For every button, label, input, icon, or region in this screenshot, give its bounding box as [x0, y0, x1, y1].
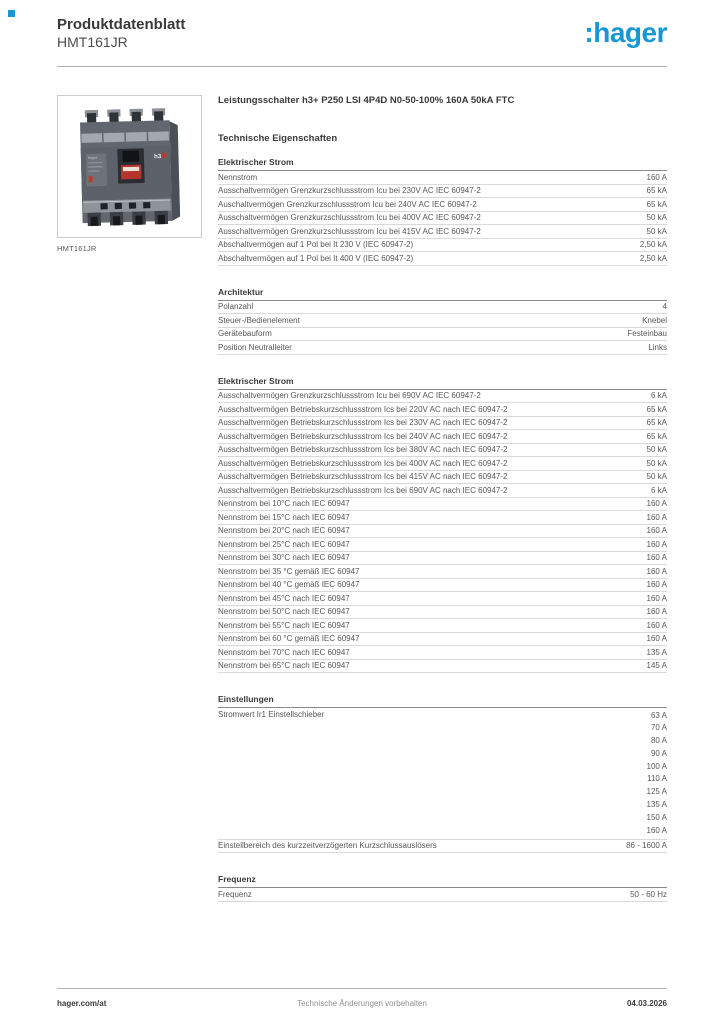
- spec-value: 145 A: [646, 661, 667, 670]
- spec-value: 160 A: [646, 607, 667, 616]
- footer-website-link[interactable]: hager.com/at: [57, 999, 107, 1008]
- spec-row: [218, 471, 667, 485]
- spec-value: 160 A: [646, 553, 667, 562]
- spec-row: [218, 840, 667, 854]
- spec-label: Ausschaltvermögen Betriebskurzschlussstrom Ics bei 400V AC nach IEC 60947-2: [218, 458, 508, 468]
- spec-value: 65 kA: [646, 186, 667, 195]
- spec-row: [218, 484, 667, 498]
- spec-label: Abschaltvermögen auf 1 Pol bei It 400 V (IEC 60947-2): [218, 253, 414, 263]
- svg-text:hager: hager: [87, 155, 97, 160]
- spec-section: [218, 694, 667, 853]
- product-image-frame: [57, 95, 202, 238]
- spec-label: Position Neutralleiter: [218, 342, 292, 352]
- spec-row: [218, 646, 667, 660]
- spec-value: 160 A: [646, 634, 667, 643]
- spec-value: 65 kA: [646, 199, 667, 209]
- spec-value: 160 A: [646, 526, 667, 535]
- spec-value: 160 A: [646, 172, 667, 182]
- section-heading: Elektrischer Strom: [218, 376, 667, 390]
- product-reference: HMT161JR: [57, 34, 128, 50]
- header-divider: [57, 66, 667, 67]
- spec-row: [218, 888, 667, 902]
- spec-value: 50 kA: [646, 213, 667, 222]
- spec-value: 65 kA: [646, 418, 667, 427]
- spec-row: [218, 430, 667, 444]
- spec-label: Polanzahl: [218, 302, 254, 311]
- spec-value: 160 A: [646, 566, 667, 576]
- spec-label: Ausschaltvermögen Grenzkurzschlussstrom Icu bei 230V AC IEC 60947-2: [218, 186, 481, 195]
- spec-value: 86 - 1600 A: [626, 841, 667, 851]
- spec-label: Nennstrom bei 65°C nach IEC 60947: [218, 661, 350, 670]
- spec-label: Nennstrom bei 45°C nach IEC 60947: [218, 593, 350, 603]
- spec-label: Nennstrom bei 15°C nach IEC 60947: [218, 512, 350, 522]
- spec-label: Auschaltvermögen Grenzkurzschlussstrom Icu bei 240V AC IEC 60947-2: [218, 199, 477, 209]
- spec-value: 65 kA: [646, 404, 667, 414]
- spec-row: [218, 212, 667, 226]
- spec-row: [218, 198, 667, 212]
- spec-value: Knebel: [642, 315, 667, 325]
- spec-section: [218, 157, 667, 266]
- spec-row: [218, 314, 667, 328]
- spec-value: 50 kA: [646, 472, 667, 481]
- spec-sections: [218, 157, 667, 902]
- product-image-column: [57, 95, 202, 253]
- spec-value: 50 kA: [646, 445, 667, 454]
- spec-row: [218, 579, 667, 593]
- spec-value: 50 - 60 Hz: [630, 889, 667, 899]
- spec-value: Festeinbau: [627, 329, 667, 338]
- spec-label: Ausschaltvermögen Betriebskurzschlussstrom Ics bei 380V AC nach IEC 60947-2: [218, 445, 508, 454]
- spec-label: Nennstrom bei 40 °C gemäß IEC 60947: [218, 580, 360, 589]
- technical-properties-heading: Technische Eigenschaften: [218, 133, 338, 144]
- spec-value: Links: [648, 342, 667, 352]
- circuit-breaker-image: [69, 106, 191, 228]
- svg-text:h3: h3: [153, 152, 161, 160]
- spec-value: 135 A: [646, 647, 667, 657]
- spec-row: [218, 390, 667, 404]
- spec-value: 160 A: [646, 512, 667, 522]
- footer: [57, 988, 667, 1008]
- spec-value: 4: [662, 302, 667, 311]
- spec-label: Ausschaltvermögen Betriebskurzschlussstrom Ics bei 415V AC nach IEC 60947-2: [218, 472, 508, 481]
- spec-label: Stromwert Ir1 Einstellschieber: [218, 709, 325, 719]
- spec-label: Abschaltvermögen auf 1 Pol bei It 230 V (IEC 60947-2): [218, 240, 414, 249]
- footer-row: [57, 999, 667, 1008]
- spec-row: [218, 511, 667, 525]
- footer-date: 04.03.2026: [626, 999, 667, 1008]
- section-heading: Elektrischer Strom: [218, 157, 667, 171]
- spec-label: Gerätebauform: [218, 329, 272, 338]
- spec-label: Einstellbereich des kurzzeitverzögerten Kurzschlussauslösers: [218, 841, 437, 851]
- footer-divider: [57, 988, 667, 989]
- section-heading: Architektur: [218, 287, 667, 301]
- spec-label: Ausschaltvermögen Grenzkurzschlussstrom Icu bei 415V AC IEC 60947-2: [218, 226, 481, 236]
- spec-value: 2,50 kA: [639, 253, 667, 263]
- spec-row: [218, 225, 667, 239]
- spec-row: [218, 606, 667, 620]
- spec-label: Nennstrom bei 60 °C gemäß IEC 60947: [218, 634, 360, 643]
- spec-row: [218, 328, 667, 342]
- spec-value: 160 A: [646, 580, 667, 589]
- spec-value: 63 A 70 A 80 A 90 A 100 A 110 A 125 A 135 A 150 A 160 A: [646, 710, 667, 835]
- spec-value: 6 kA: [650, 485, 667, 495]
- spec-label: Nennstrom: [218, 172, 258, 182]
- spec-section: [218, 376, 667, 674]
- spec-value: 65 kA: [646, 431, 667, 441]
- spec-label: Nennstrom bei 30°C nach IEC 60947: [218, 553, 350, 562]
- spec-row: [218, 498, 667, 512]
- spec-row: [218, 444, 667, 458]
- spec-row: [218, 239, 667, 253]
- spec-row: [218, 565, 667, 579]
- spec-row: [218, 525, 667, 539]
- spec-label: Ausschaltvermögen Betriebskurzschlussstrom Ics bei 690V AC nach IEC 60947-2: [218, 485, 508, 495]
- spec-section: [218, 287, 667, 355]
- spec-label: Ausschaltvermögen Betriebskurzschlussstrom Ics bei 230V AC nach IEC 60947-2: [218, 418, 508, 427]
- spec-value: 160 A: [646, 539, 667, 549]
- spec-row: [218, 708, 667, 840]
- spec-row: [218, 171, 667, 185]
- spec-row: [218, 619, 667, 633]
- section-heading: Frequenz: [218, 874, 667, 888]
- spec-label: Frequenz: [218, 889, 252, 899]
- spec-row: [218, 185, 667, 199]
- spec-label: Nennstrom bei 70°C nach IEC 60947: [218, 647, 350, 657]
- spec-value: 50 kA: [646, 458, 667, 468]
- spec-row: [218, 660, 667, 674]
- spec-row: [218, 592, 667, 606]
- footer-disclaimer: Technische Änderungen vorbehalten: [297, 999, 427, 1008]
- product-image-caption: HMT161JR: [57, 244, 97, 253]
- spec-label: Nennstrom bei 20°C nach IEC 60947: [218, 526, 350, 535]
- spec-row: [218, 633, 667, 647]
- spec-label: Steuer-/Bedienelement: [218, 315, 300, 325]
- spec-row: [218, 552, 667, 566]
- hager-logo: :hager: [584, 17, 667, 48]
- page-corner-marker: [8, 10, 15, 17]
- section-heading: Einstellungen: [218, 694, 667, 708]
- spec-value: 160 A: [646, 593, 667, 603]
- spec-label: Nennstrom bei 50°C nach IEC 60947: [218, 607, 350, 616]
- spec-value: 2,50 kA: [639, 240, 667, 249]
- spec-row: [218, 341, 667, 355]
- spec-label: Nennstrom bei 25°C nach IEC 60947: [218, 539, 350, 549]
- spec-row: [218, 301, 667, 315]
- document-type-title: Produktdatenblatt: [57, 16, 186, 33]
- spec-label: Nennstrom bei 55°C nach IEC 60947: [218, 620, 350, 630]
- spec-value: 160 A: [646, 620, 667, 630]
- spec-row: [218, 538, 667, 552]
- spec-row: [218, 417, 667, 431]
- spec-label: Nennstrom bei 35 °C gemäß IEC 60947: [218, 566, 360, 576]
- spec-label: Nennstrom bei 10°C nach IEC 60947: [218, 499, 350, 508]
- product-title: Leistungsschalter h3+ P250 LSI 4P4D N0-50-100% 160A 50kA FTC: [218, 95, 515, 106]
- spec-row: [218, 457, 667, 471]
- spec-row: [218, 252, 667, 266]
- spec-row: [218, 403, 667, 417]
- spec-label: Ausschaltvermögen Betriebskurzschlussstrom Ics bei 220V AC nach IEC 60947-2: [218, 404, 508, 414]
- spec-value: 160 A: [646, 499, 667, 508]
- spec-label: Ausschaltvermögen Grenzkurzschlussstrom Icu bei 400V AC IEC 60947-2: [218, 213, 481, 222]
- spec-value: 50 kA: [646, 226, 667, 236]
- spec-label: Ausschaltvermögen Betriebskurzschlussstrom Ics bei 240V AC nach IEC 60947-2: [218, 431, 508, 441]
- header: [57, 16, 667, 51]
- spec-value: 6 kA: [650, 391, 667, 400]
- spec-section: [218, 874, 667, 902]
- specifications-column: [218, 95, 667, 902]
- spec-label: Ausschaltvermögen Grenzkurzschlussstrom Icu bei 690V AC IEC 60947-2: [218, 391, 481, 400]
